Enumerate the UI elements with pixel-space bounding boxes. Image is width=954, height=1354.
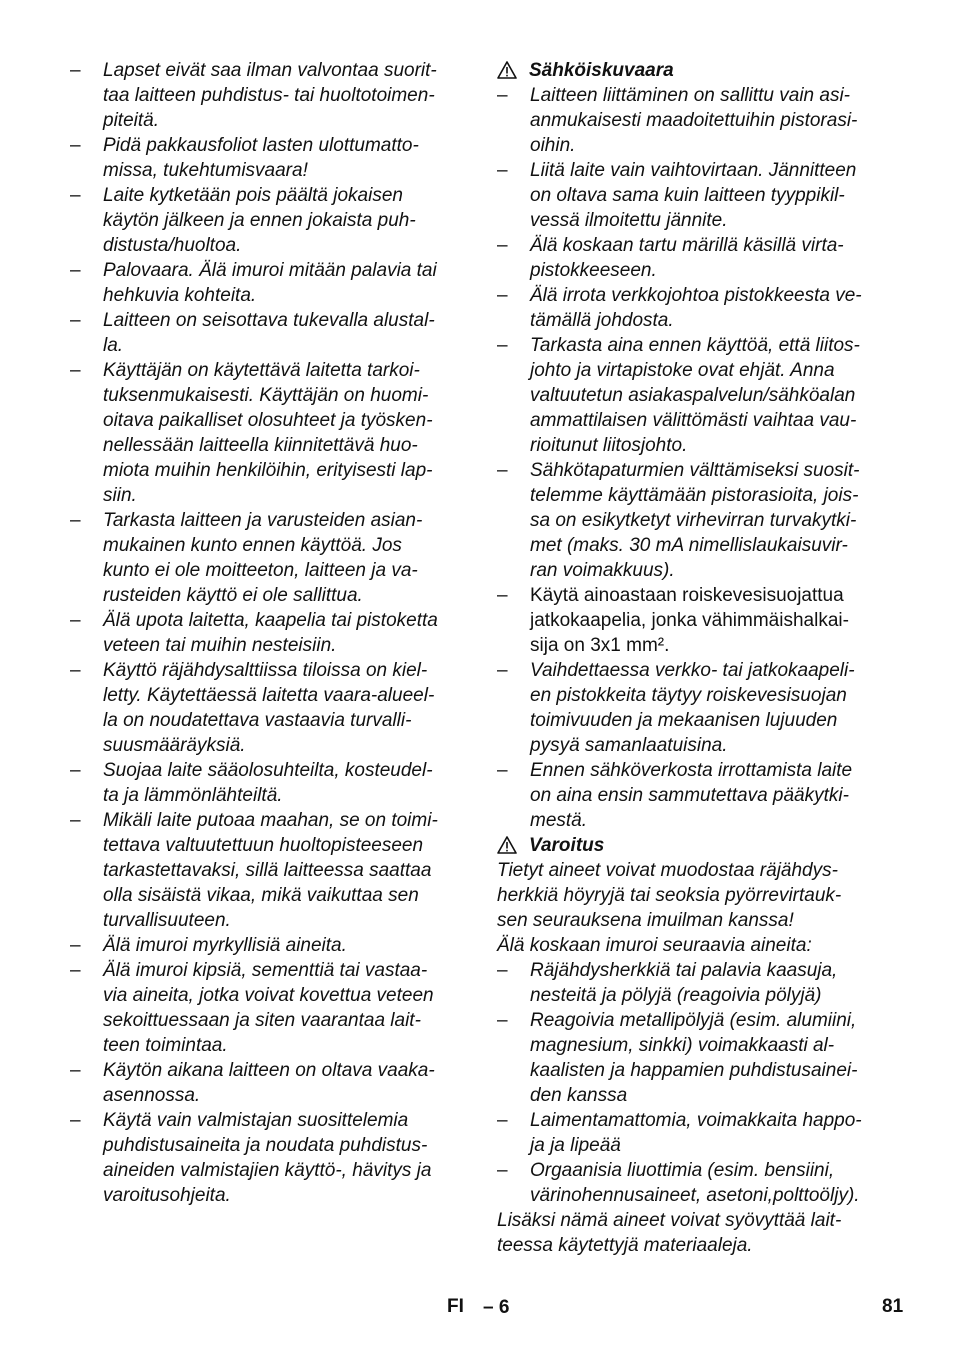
list-item: – Reagoivia metallipölyjä (esim. alumiini, magnesium, sinkki) voimakkaasti al- kaalisten ja happamien puhdistusainei- den kanssa	[497, 1010, 858, 1106]
left-column	[70, 58, 462, 1208]
list-item: – Käyttäjän on käytettävä laitetta tarkoi- tuksenmukaisesti. Käyttäjän on huomi- oitava paikalliset olosuhteet ja työsken- nellessään laitteella kiinnitettävä huo- miota muihin henkilöihin, erityisesti lap- siin.	[70, 360, 433, 506]
list-item: – Sähkötapaturmien välttämiseksi suosit- telemme käyttämään pistorasioita, jois- sa on esikytketyt virhevirran turvakytki- met (maks. 30 mA nimellislaukaisuvir- ran voimakkuus).	[497, 460, 860, 581]
warning-triangle-icon	[497, 836, 517, 854]
warning-intro-2: Älä koskaan imuroi seuraavia aineita:	[497, 935, 812, 956]
footer-section-page: – 6	[483, 1297, 510, 1318]
section-heading-electric: Sähköiskuvaara	[497, 58, 889, 83]
list-item: – Käytön aikana laitteen on oltava vaaka- asennossa.	[70, 1060, 435, 1106]
list-item: – Vaihdettaessa verkko- tai jatkokaapeli- en pistokkeita täytyy roiskevesisuojan toimivuuden ja mekaanisen lujuuden pysyä samanlaatuisina.	[497, 660, 855, 756]
list-item: – Käytä vain valmistajan suosittelemia puhdistusaineita ja noudata puhdistus- aineiden valmistajien käyttö-, hävitys ja varoitusohjeita.	[70, 1110, 432, 1206]
list-item: – Älä koskaan tartu märillä käsillä virta- pistokkeeseen.	[497, 235, 844, 281]
list-item: – Suojaa laite sääolosuhteilta, kosteudel- ta ja lämmönlähteiltä.	[70, 760, 433, 806]
list-item: – Pidä pakkausfoliot lasten ulottumatto- missa, tukehtumisvaara!	[70, 135, 419, 181]
list-item: – Laite kytketään pois päältä jokaisen käytön jälkeen ja ennen jokaista puh- distusta/huoltoa.	[70, 185, 416, 256]
list-item: – Laitteen on seisottava tukevalla alustal- la.	[70, 310, 435, 356]
warning-intro: Tietyt aineet voivat muodostaa räjähdys- herkkiä höyryjä tai seoksia pyörrevirtauk- sen seurauksena imuilman kanssa!	[497, 860, 842, 931]
list-item: – Käytä ainoastaan roiskevesisuojattua jatkokaapelia, jonka vähimmäishalkai- sija on 3x1 mm².	[497, 585, 849, 656]
section-heading-warning: Varoitus	[497, 833, 889, 858]
list-item: – Tarkasta laitteen ja varusteiden asian- mukainen kunto ennen käyttöä. Jos kunto ei ole moitteeton, laitteen ja va- rusteiden käyttö ei ole sallittua.	[70, 510, 423, 606]
list-item: – Laimentamattomia, voimakkaita happo- ja ja lipeää	[497, 1110, 862, 1156]
footer-language: FI	[447, 1296, 464, 1317]
list-item: – Älä imuroi myrkyllisiä aineita.	[70, 935, 347, 956]
list-item: – Laitteen liittäminen on sallittu vain asi- anmukaisesti maadoitettuihin pistorasi- oihin.	[497, 85, 858, 156]
list-item: – Älä irrota verkkojohtoa pistokkeesta ve- tämällä johdosta.	[497, 285, 862, 331]
list-item: – Tarkasta aina ennen käyttöä, että liitos- johto ja virtapistoke ovat ehjät. Anna valtuutetun asiakaspalvelun/sähköalan ammattilaisen välittömästi vaihtaa vau- rioitunut liitosjohto.	[497, 335, 860, 456]
right-column	[497, 58, 889, 1258]
list-item: – Älä upota laitetta, kaapelia tai pistoketta veteen tai muihin nesteisiin.	[70, 610, 438, 656]
footer-page-number: 81	[882, 1296, 904, 1317]
list-item: – Ennen sähköverkosta irrottamista laite on aina ensin sammutettava pääkytki- mestä.	[497, 760, 853, 831]
warning-outro: Lisäksi nämä aineet voivat syövyttää lait- teessa käytettyjä materiaaleja.	[497, 1210, 842, 1256]
list-item: – Orgaanisia liuottimia (esim. bensiini, värinohennusaineet, asetoni,polttoöljy).	[497, 1160, 860, 1206]
list-item: – Lapset eivät saa ilman valvontaa suorit- taa laitteen puhdistus- tai huoltotoimen- piteitä.	[70, 60, 437, 131]
list-item: – Mikäli laite putoaa maahan, se on toimi- tettava valtuutettuun huoltopisteeseen tarkastettavaksi, sillä laitteessa saattaa olla sisäistä vikaa, mikä vaikuttaa sen turvallisuuteen.	[70, 810, 438, 931]
list-item: – Liitä laite vain vaihtovirtaan. Jännitteen on oltava sama kuin laitteen tyyppikil- vessä ilmoitettu jännite.	[497, 160, 857, 231]
list-item: – Älä imuroi kipsiä, sementtiä tai vastaa- via aineita, jotka voivat kovettua veteen sekoittuessaan ja siten vaarantaa lait- teen toimintaa.	[70, 960, 434, 1056]
warning-triangle-icon	[497, 61, 517, 79]
list-item: – Käyttö räjähdysalttiissa tiloissa on kiel- letty. Käytettäessä laitetta vaara-alueel- la on noudatettava vastaavia turvalli- suusmääräyksiä.	[70, 660, 435, 756]
list-item: – Palovaara. Älä imuroi mitään palavia tai hehkuvia kohteita.	[70, 260, 437, 306]
list-item: – Räjähdysherkkiä tai palavia kaasuja, nesteitä ja pölyjä (reagoivia pölyjä)	[497, 960, 838, 1006]
